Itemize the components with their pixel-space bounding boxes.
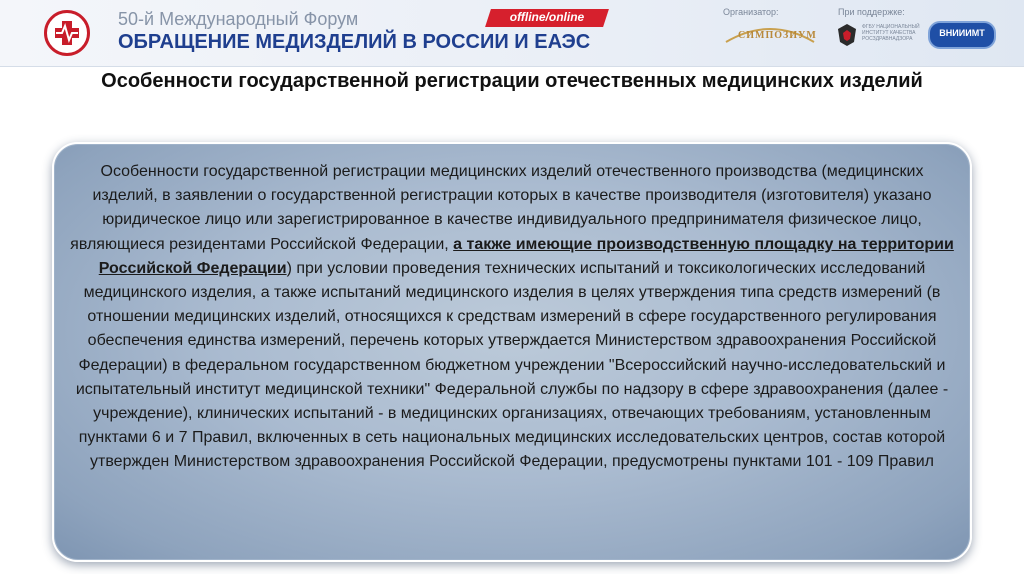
institute-logo-text: ФГБУ НАЦИОНАЛЬНЫЙ ИНСТИТУТ КАЧЕСТВА РОСЗДРАВНАДЗОРА xyxy=(862,24,920,42)
forum-logo-icon xyxy=(44,10,90,56)
forum-name: ОБРАЩЕНИЕ МЕДИЗДЕЛИЙ В РОССИИ И ЕАЭС xyxy=(118,31,591,53)
forum-banner xyxy=(0,0,1024,67)
body-text-part1: Особенности государственной регистрации медицинских изделий отечественного производства (медицинских изделий, в заявлении о государственной регистрации которых в качестве производителя (изготовителя) указано юридическое лицо или зарегистрированное в качестве индивидуального предпринимателя физическое лицо, являющиеся резидентами Российской Федерации, xyxy=(70,163,932,253)
organizer-logo-text: СИМПОЗИУМ xyxy=(738,30,817,41)
body-emphasis: а также имеющие производственную площадку на территории Российской Федерации xyxy=(98,235,954,277)
forum-edition: 50-й Международный Форум xyxy=(118,9,359,29)
slide-title: Особенности государственной регистрации отечественных медицинских изделий xyxy=(101,70,923,92)
format-tag: offline/online xyxy=(509,10,585,24)
card-body xyxy=(68,160,956,475)
body-text-part2: ) при условии проведения технических испытаний и токсикологических исследований медицинского изделия, а также испытаний медицинского изделия в целях утверждения типа средств измерений (в отношении медицинских изделий, относящихся к средствам измерений в сфере государственного регулирования обеспечения единства измерений, перечень которых утверждается Министерством здравоохранения Российской Федерации) в федеральном государственном бюджетном учреждении "Всероссийский научно-исследовательский и испытательный институт медицинской техники" Федеральной службы по надзору в сфере здравоохранения (далее - учреждение), клинических испытаний - в медицинских организациях, отвечающих требованиям, установленным пунктами 6 и 7 Правил, включенных в сеть национальных медицинских исследовательских центров, состав которой утвержден Министерством здравоохранения Российской Федерации, предусмотрены пунктами 101 - 109 Правил xyxy=(75,259,949,471)
emblem-icon xyxy=(836,22,858,48)
support-label: При поддержке: xyxy=(838,7,905,17)
organizer-label: Организатор: xyxy=(723,7,779,17)
partner-logo-text: ВНИИИМТ xyxy=(939,28,985,38)
